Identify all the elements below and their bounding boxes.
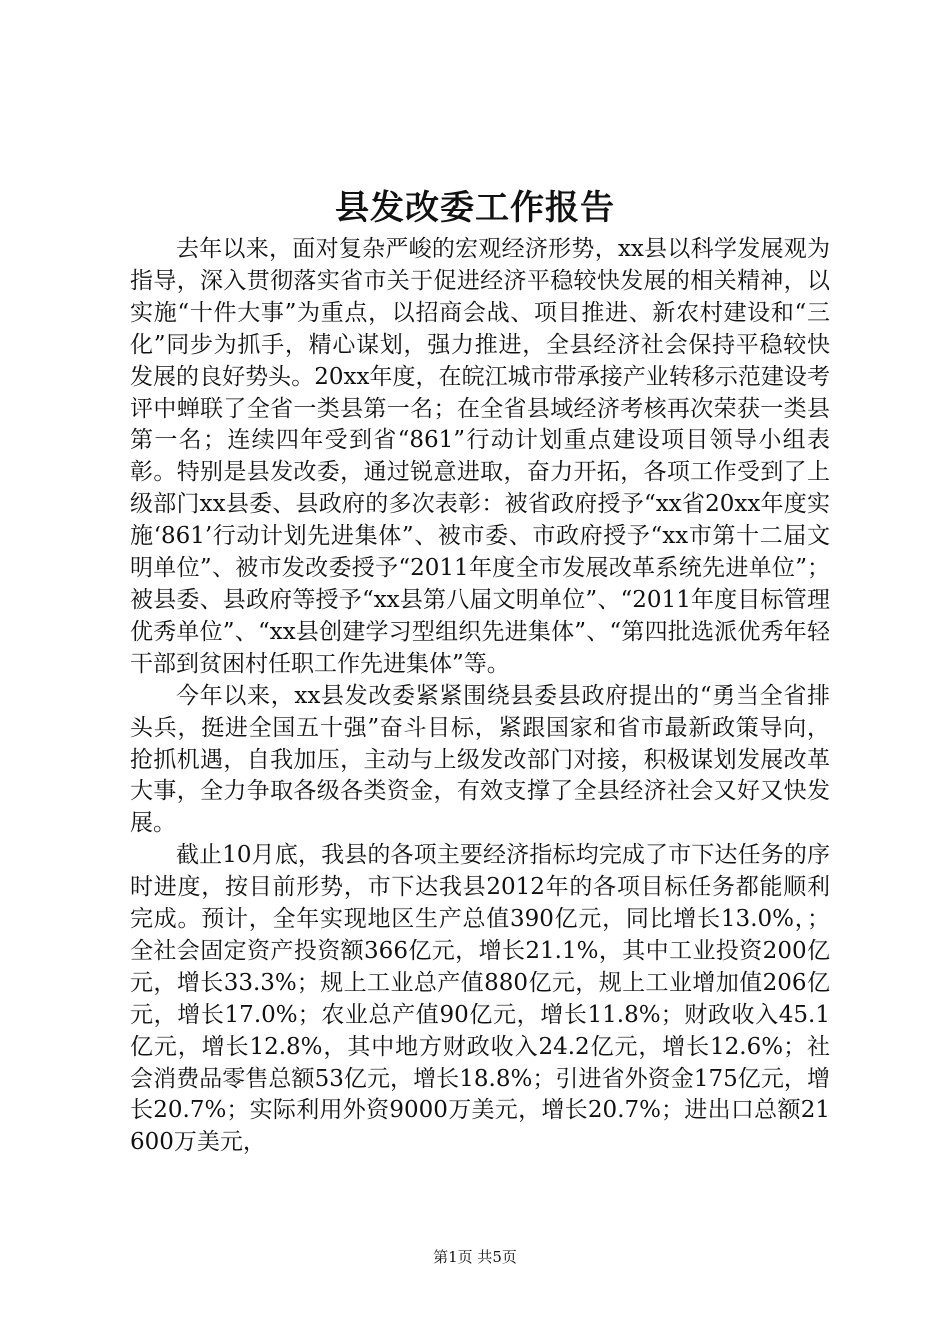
paragraph-1: 去年以来，面对复杂严峻的宏观经济形势，xx县以科学发展观为指导，深入贯彻落实省市关于促进经济平稳较快发展的相关精神，以实施“十件大事”为重点，以招商会战、项目推进、新农村建设和“三化”同步为抓手，精心谋划，强力推进，全县经济社会保持平稳较快发展的良好势头。20xx年度，在皖江城市带承接产业转移示范建设考评中蝉联了全省一类县第一名；在全省县域经济考核再次荣获一类县第一名；连续四年受到省“861”行动计划重点建设项目领导小组表彰。特别是县发改委，通过锐意进取，奋力开拓，各项工作受到了上级部门xx县委、县政府的多次表彰：被省政府授予“xx省20xx年度实施‘861’行动计划先进集体”、被市委、市政府授予“xx市第十二届文明单位”、被市发改委授予“2011年度全市发展改革系统先进单位”；被县委、县政府等授予“xx县第八届文明单位”、“2011年度目标管理优秀单位”、“xx县创建学习型组织先进集体”、“第四批选派优秀年轻干部到贫困村任职工作先进集体”等。 bbox=[130, 236, 830, 677]
paragraph-2: 今年以来，xx县发改委紧紧围绕县委县政府提出的“勇当全省排头兵，挺进全国五十强”奋斗目标，紧跟国家和省市最新政策导向，抢抓机遇，自我加压，主动与上级发改部门对接，积极谋划发展改革大事，全力争取各级各类资金，有效支撑了全县经济社会又好又快发展。 bbox=[130, 682, 830, 837]
document-title: 县发改委工作报告 bbox=[335, 188, 615, 228]
document-body bbox=[130, 234, 830, 1159]
page-number-footer: 第1页 共5页 bbox=[433, 1248, 517, 1266]
paragraph-3: 截止10月底，我县的各项主要经济指标均完成了市下达任务的序时进度，按目前形势，市下达我县2012年的各项目标任务都能顺利完成。预计，全年实现地区生产总值390亿元，同比增长13.0%，；全社会固定资产投资额366亿元，增长21.1%，其中工业投资200亿元，增长33.3%；规上工业总产值880亿元，规上工业增加值206亿元，增长17.0%；农业总产值90亿元，增长11.8%；财政收入45.1亿元，增长12.8%，其中地方财政收入24.2亿元，增长12.6%；社会消费品零售总额53亿元，增长18.8%；引进省外资金175亿元，增长20.7%；实际利用外资9000万美元，增长20.7%；进出口总额21600万美元， bbox=[130, 842, 830, 1156]
